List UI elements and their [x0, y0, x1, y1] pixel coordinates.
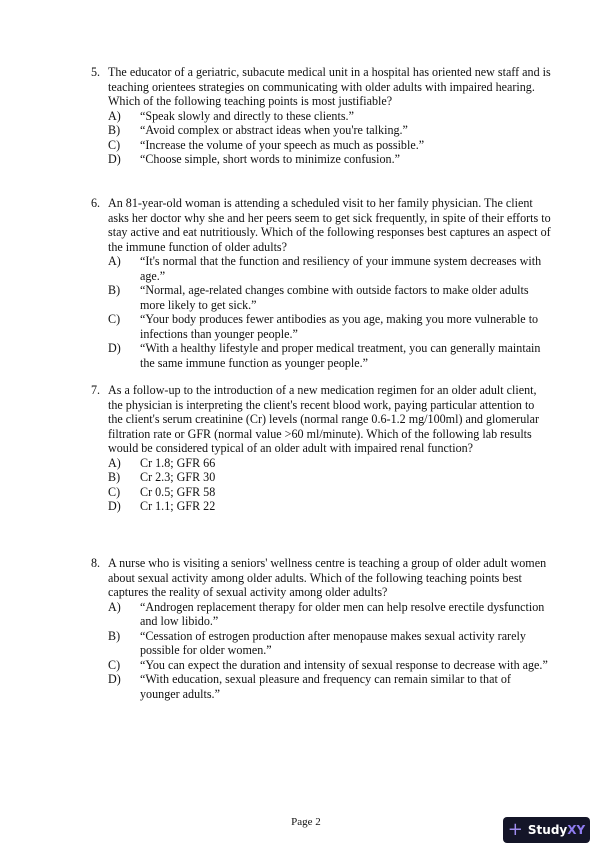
option-letter: C)	[108, 484, 121, 499]
option-d	[91, 152, 551, 167]
option-text: “Increase the volume of your speech as much as possible.”	[140, 137, 425, 152]
option-c	[91, 312, 551, 341]
option-text: Cr 1.1; GFR 22	[140, 499, 216, 513]
question-number: 5.	[91, 65, 101, 79]
option-b	[91, 283, 551, 312]
question-stem: The educator of a geriatric, subacute medical unit in a hospital has oriented new staff and is teaching orientees strategies on communicating with older adults with impaired hearing. Which of the following teaching points is most justifiable?	[108, 65, 551, 108]
question-6	[91, 196, 551, 370]
question-number: 8.	[91, 556, 101, 570]
option-text: “Normal, age-related changes combine with outside factors to make older adults more likely to get sick.”	[140, 283, 529, 312]
option-b	[91, 629, 551, 658]
option-text: “Your body produces fewer antibodies as you age, making you more vulnerable to infections than younger people.”	[140, 312, 539, 341]
option-letter: C)	[108, 312, 121, 326]
option-text: “With a healthy lifestyle and proper medical treatment, you can generally maintain the same immune function as younger people.”	[140, 341, 541, 370]
option-letter: D)	[108, 672, 121, 686]
option-letter: B)	[108, 283, 121, 297]
option-letter: A)	[108, 599, 121, 614]
option-a	[91, 109, 551, 124]
brand-accent: XY	[567, 822, 586, 837]
page-number: Page 2	[291, 816, 321, 828]
option-c	[91, 138, 551, 153]
option-letter: D)	[108, 152, 121, 166]
option-c	[91, 658, 551, 673]
option-letter: A)	[108, 108, 121, 123]
option-text: Cr 2.3; GFR 30	[140, 470, 216, 484]
option-letter: C)	[108, 657, 121, 672]
plus-icon: +	[507, 818, 523, 840]
option-a	[91, 600, 551, 629]
question-number: 6.	[91, 196, 101, 210]
studyxy-badge[interactable]	[503, 817, 590, 843]
question-stem: As a follow-up to the introduction of a new medication regimen for an older adult client, the physician is interpreting the client's recent blood work, paying particular attention to the client's serum creatinine (Cr) levels (normal range 0.6-1.2 mg/100ml) and glomerular filtration rate or GFR (normal value >60 ml/minute). Which of the following lab results would be considered typical of an older adult with impaired renal function?	[108, 383, 540, 455]
option-text: “Avoid complex or abstract ideas when you're talking.”	[140, 123, 408, 137]
option-b	[91, 470, 551, 485]
question-stem: A nurse who is visiting a seniors' wellness centre is teaching a group of older adult women about sexual activity among older adults. Which of the following teaching points best captures the reality of sexual activity among older adults?	[108, 556, 547, 599]
option-c	[91, 485, 551, 500]
option-letter: C)	[108, 137, 121, 152]
option-letter: D)	[108, 499, 121, 513]
option-text: Cr 1.8; GFR 66	[140, 455, 216, 470]
option-letter: A)	[108, 455, 121, 470]
option-letter: A)	[108, 254, 121, 268]
option-b	[91, 123, 551, 138]
option-d	[91, 499, 551, 514]
option-text: “It's normal that the function and resiliency of your immune system decreases with age.”	[140, 254, 542, 283]
option-d	[91, 341, 551, 370]
option-letter: D)	[108, 341, 121, 355]
brand-name: Study	[527, 822, 568, 837]
option-a	[91, 254, 551, 283]
option-text: “With education, sexual pleasure and frequency can remain similar to that of younger adults.”	[140, 672, 511, 701]
option-letter: B)	[108, 470, 121, 484]
question-stem: An 81-year-old woman is attending a scheduled visit to her family physician. The client asks her doctor why she and her peers seem to get sick frequently, in spite of their efforts to stay active and eat nutritiously. Which of the following responses best captures an aspect of the immune function of older adults?	[108, 196, 551, 254]
option-text: “Androgen replacement therapy for older men can help resolve erectile dysfunction and low libido.”	[140, 599, 545, 628]
question-7	[91, 383, 551, 514]
question-number: 7.	[91, 383, 101, 397]
option-text: “Speak slowly and directly to these clients.”	[140, 108, 354, 123]
option-text: “Choose simple, short words to minimize confusion.”	[140, 152, 400, 166]
option-a	[91, 456, 551, 471]
option-letter: B)	[108, 628, 121, 643]
question-5	[91, 65, 551, 167]
option-letter: B)	[108, 123, 121, 137]
question-8	[91, 556, 551, 701]
option-d	[91, 672, 551, 701]
option-text: “You can expect the duration and intensity of sexual response to decrease with age.”	[140, 657, 548, 672]
option-text: “Cessation of estrogen production after menopause makes sexual activity rarely possible for older women.”	[140, 628, 526, 657]
option-text: Cr 0.5; GFR 58	[140, 484, 216, 499]
